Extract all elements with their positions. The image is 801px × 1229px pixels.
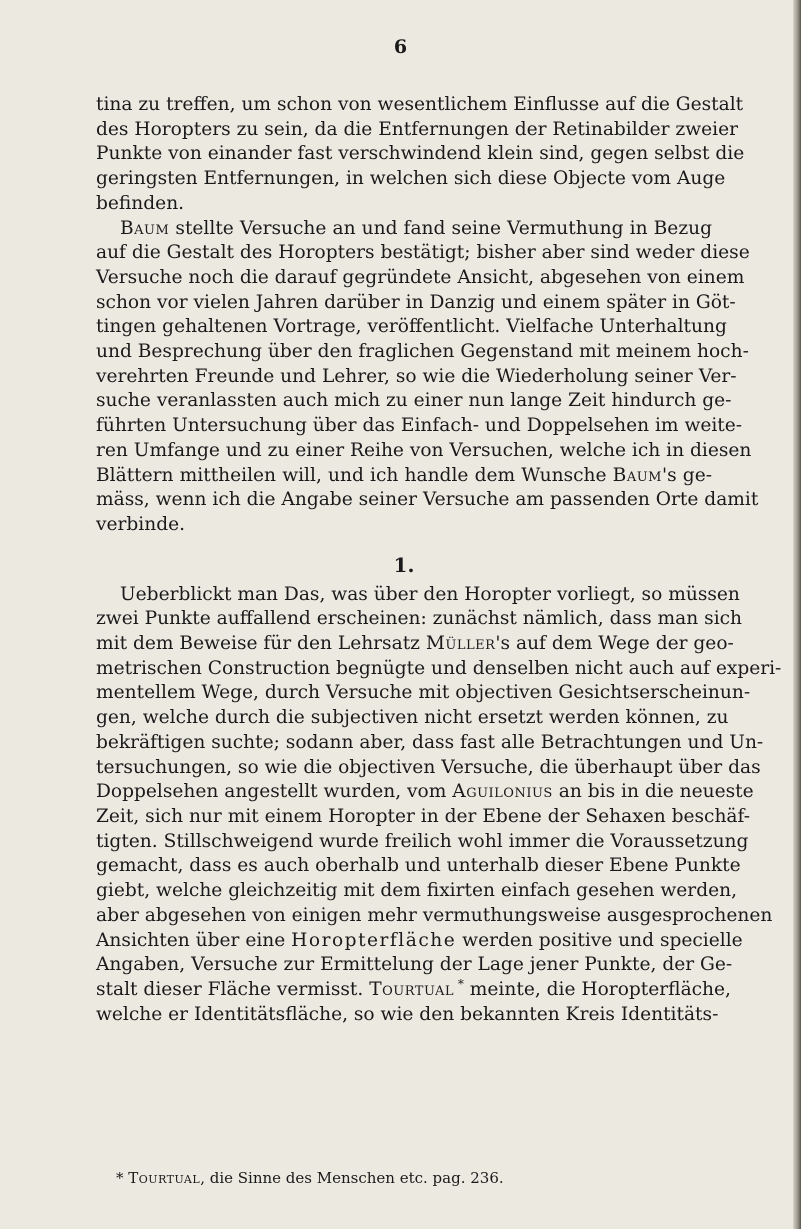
text-line [96,929,743,954]
paragraph-3 [96,583,782,1028]
text-line [96,217,712,242]
text-line: Zeit, sich nur mit einem Horopter in der Ebene der Sehaxen beschäf- [96,805,751,827]
text-segment: stellte Versuche an und fand seine Vermuthung in Bezug [169,217,712,239]
text-line: verbinde. [96,513,186,535]
paragraph-2 [96,217,759,538]
page-edge-shadow [793,0,801,1229]
footnote-text: , die Sinne des Menschen etc. pag. 236. [200,1169,504,1187]
footnote-reference[interactable]: * [454,976,464,991]
text-line: tingen gehaltenen Vortrage, veröffentlicht. Vielfache Unterhaltung [96,316,727,338]
text-line: Punkte von einander fast verschwindend klein sind, gegen selbst die [96,143,745,165]
text-segment: Blättern mittheilen will, und ich handle dem Wunsche [96,464,613,486]
author-name-baum: Baum [612,464,662,486]
text-line: schon vor vielen Jahren darüber in Danzig und einem später in Göt- [96,291,736,313]
text-segment: stalt dieser Fläche vermisst. [96,978,370,1000]
text-line: welche er Identitätsfläche, so wie den bekannten Kreis Identitäts- [96,1003,719,1025]
text-line: führten Untersuchung über das Einfach- und Doppelsehen im weite- [96,415,743,437]
text-line: tersuchungen, so wie die objectiven Versuche, die überhaupt über das [96,756,761,778]
text-line: mentellem Wege, durch Versuche mit objectiven Gesichtserscheinun- [96,682,751,704]
author-name-mueller: Müller [425,633,496,655]
text-line: mäss, wenn ich die Angabe seiner Versuche am passenden Orte damit [96,489,759,511]
text-segment: 's ge- [662,464,712,486]
text-segment: werden positive und specielle [456,929,743,951]
text-line: bekräftigen suchte; sodann aber, dass fast alle Betrachtungen und Un- [96,731,764,753]
text-line: aber abgesehen von einigen mehr vermuthungsweise ausgesprochenen [96,904,773,926]
text-line: Angaben, Versuche zur Ermittelung der Lage jener Punkte, der Ge- [96,954,733,976]
emphasized-term: Horopterfläche [291,929,457,951]
text-line [96,976,731,1003]
text-segment: Ansichten über eine [96,929,292,951]
section-number: 1. [393,552,415,577]
author-name-aguilonius: Aguilonius [452,781,553,803]
text-line [96,464,712,489]
author-name-baum: Baum [120,217,170,239]
page-number: 6 [393,36,408,58]
text-line: geringsten Entfernungen, in welchen sich diese Objecte vom Auge [96,168,726,190]
footnote [116,1168,716,1188]
text-line [96,780,754,805]
paragraph-1 [96,93,745,217]
text-line: gen, welche durch die subjectiven nicht ersetzt werden können, zu [96,707,729,729]
footnote-mark: * [116,1169,129,1187]
body-text [96,93,782,1027]
author-name-tourtual: Tourtual [369,978,455,1000]
text-line: gemacht, dass es auch oberhalb und unterhalb dieser Ebene Punkte [96,855,741,877]
text-line [96,632,734,657]
text-line: und Besprechung über den fraglichen Gegenstand mit meinem hoch- [96,341,749,363]
text-line: Versuche noch die darauf gegründete Ansicht, abgesehen von einem [96,266,745,288]
text-line: zwei Punkte auffallend erscheinen: zunächst nämlich, dass man sich [96,608,743,630]
text-line: des Horopters zu sein, da die Entfernungen der Retinabilder zweier [96,118,738,140]
text-line: ren Umfange und zu einer Reihe von Versuchen, welche ich in diesen [96,439,752,461]
text-line: giebt, welche gleichzeitig mit dem fixirten einfach gesehen werden, [96,880,737,902]
text-line: auf die Gestalt des Horopters bestätigt; bisher aber sind weder diese [96,242,750,264]
text-line: metrischen Construction begnügte und denselben nicht auch auf experi- [96,657,782,679]
text-segment: meinte, die Horopterfläche, [463,978,731,1000]
text-line: tigten. Stillschweigend wurde freilich wohl immer die Voraussetzung [96,830,749,852]
text-segment: Doppelsehen angestellt wurden, vom [96,781,453,803]
footnote-author: Tourtual [128,1169,201,1187]
text-segment: mit dem Beweise für den Lehrsatz [96,633,426,655]
text-line: suche veranlassten auch mich zu einer nun lange Zeit hindurch ge- [96,390,732,412]
text-line: tina zu treffen, um schon von wesentlichem Einflusse auf die Gestalt [96,94,744,115]
text-line: befinden. [96,192,185,214]
text-segment: an bis in die neueste [552,781,754,803]
text-line: Ueberblickt man Das, was über den Horopter vorliegt, so müssen [120,583,740,605]
text-segment: 's auf dem Wege der geo- [495,633,734,655]
text-line: verehrten Freunde und Lehrer, so wie die Wiederholung seiner Ver- [96,365,737,387]
